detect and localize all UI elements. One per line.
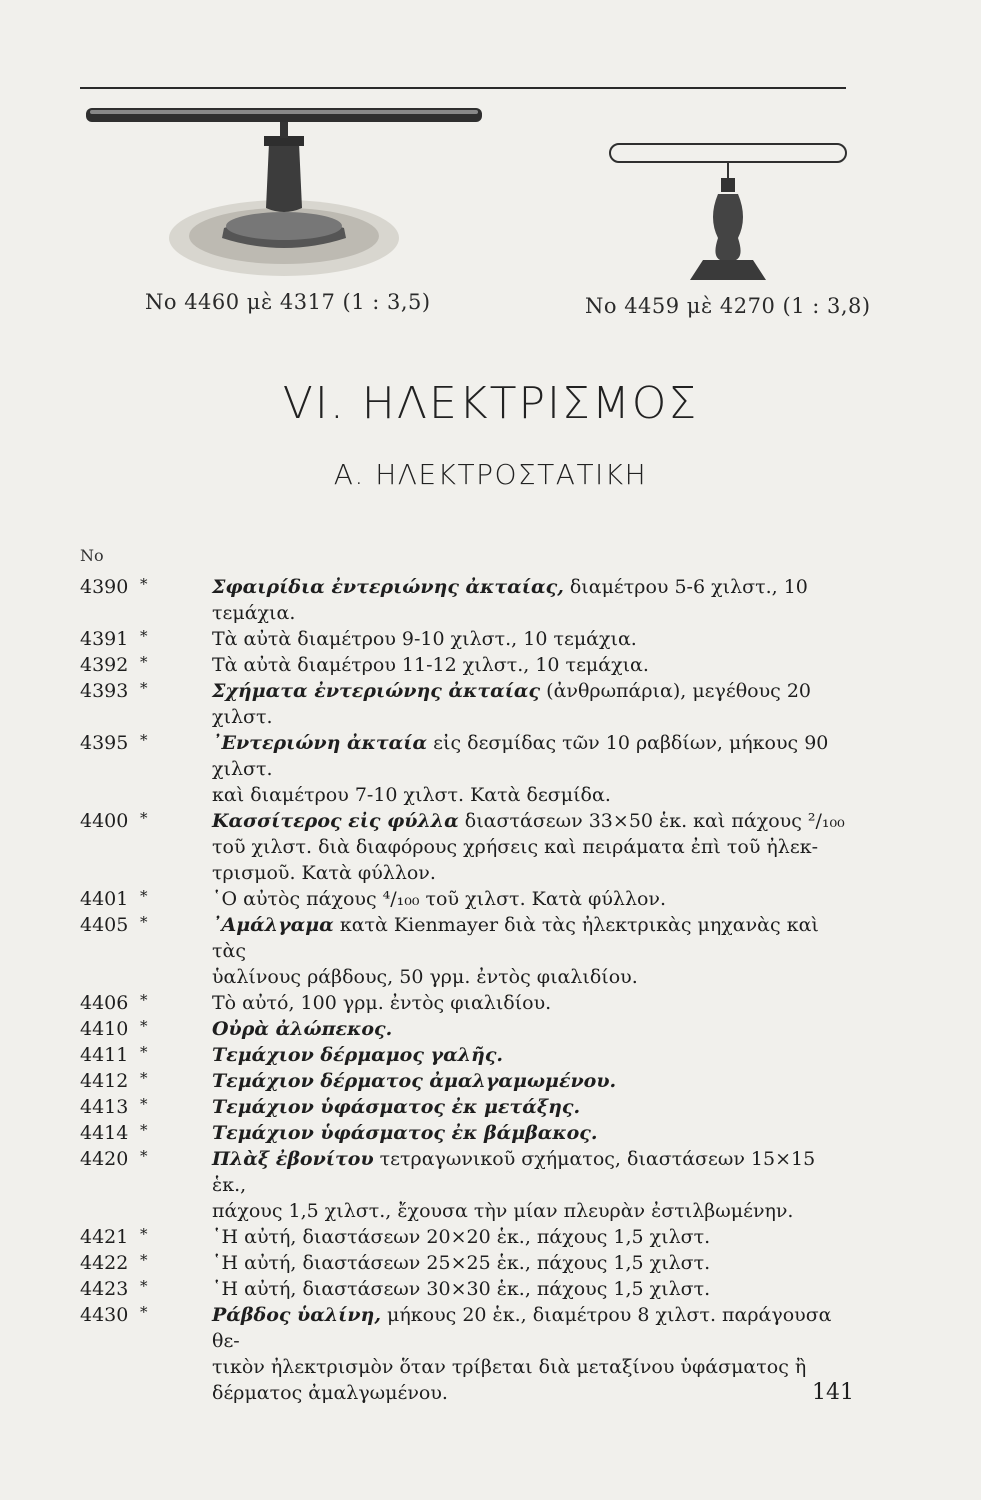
entry-text: ῾Ο αὐτὸς πάχους ⁴/₁₀₀ τοῦ χιλστ. Κατὰ φύλλον. [212, 888, 667, 910]
entry-number: 4422 [80, 1252, 129, 1274]
entry-marker: * [140, 1017, 148, 1035]
entry-marker: * [140, 809, 148, 827]
entry-marker: * [140, 1225, 148, 1243]
list-item [80, 886, 855, 912]
entry-number: 4390 [80, 576, 129, 598]
entry-number: 4392 [80, 654, 129, 676]
entry-number: 4391 [80, 628, 129, 650]
figure-rod-on-small-stand [608, 138, 848, 290]
list-item [80, 1042, 855, 1068]
entry-text: ῾Η αὐτή, διαστάσεων 25×25 ἑκ., πάχους 1,5 χιλστ. [212, 1252, 711, 1274]
section-title: VI. ΗΛΕΚΤΡΙΣΜΟΣ [282, 378, 699, 429]
entry-number: 4414 [80, 1122, 129, 1144]
list-item [80, 574, 855, 626]
entry-name: Πλὰξ ἐβονίτου [212, 1148, 374, 1170]
entry-text: Τὰ αὐτὰ διαμέτρου 11-12 χιλστ., 10 τεμάχια. [212, 654, 649, 676]
list-item [80, 990, 855, 1016]
entry-name: Σχήματα ἐντεριώνης ἀκταίας [212, 680, 541, 702]
entry-text: διαστάσεων 33×50 ἑκ. καὶ πάχους ²/₁₀₀ [458, 810, 845, 832]
entry-marker: * [140, 1147, 148, 1165]
list-item [80, 730, 855, 782]
entry-marker: * [140, 1251, 148, 1269]
entry-marker: * [140, 1277, 148, 1295]
entry-continuation: τοῦ χιλστ. διὰ διαφόρους χρήσεις καὶ πειράματα ἐπὶ τοῦ ἠλεκ-τρισμοῦ. Κατὰ φύλλον. [212, 836, 818, 884]
entry-marker: * [140, 679, 148, 697]
list-item [80, 1016, 855, 1042]
list-item [80, 1120, 855, 1146]
entry-name: ᾿Αμάλγαμα [212, 914, 334, 936]
list-header: Νο [80, 546, 104, 565]
entry-name: Τεμάχιον δέρμαμος γαλῆς. [212, 1044, 504, 1066]
entry-marker: * [140, 991, 148, 1009]
entry-number: 4411 [80, 1044, 129, 1066]
list-item [80, 1068, 855, 1094]
entry-continuation: ὑαλίνους ράβδους, 50 γρμ. ἐντὸς φιαλιδίου. [212, 966, 638, 988]
entry-continuation: τικὸν ἠλεκτρισμὸν ὅταν τρίβεται διὰ μεταξίνου ὑφάσματος ἢ δέρματος ἀμαλγωμένου. [212, 1356, 807, 1404]
entry-list [80, 574, 855, 1406]
list-item [80, 1146, 855, 1198]
list-item [80, 1224, 855, 1250]
entry-name: ᾿Εντεριώνη ἀκταία [212, 732, 428, 754]
entry-number: 4420 [80, 1148, 129, 1170]
entry-text: ῾Η αὐτή, διαστάσεων 20×20 ἑκ., πάχους 1,5 χιλστ. [212, 1226, 711, 1248]
entry-number: 4410 [80, 1018, 129, 1040]
entry-number: 4401 [80, 888, 129, 910]
subsection-title: Α. ΗΛΕΚΤΡΟΣΤΑΤΙΚΗ [333, 458, 648, 491]
entry-marker: * [140, 1095, 148, 1113]
entry-number: 4423 [80, 1278, 129, 1300]
top-rule [80, 87, 846, 89]
entry-text: ῾Η αὐτή, διαστάσεων 30×30 ἑκ., πάχους 1,5 χιλστ. [212, 1278, 711, 1300]
entry-continuation: καὶ διαμέτρου 7-10 χιλστ. Κατὰ δεσμίδα. [212, 784, 611, 806]
entry-text: εἰς δεσμίδας τῶν 10 ραβδίων, μήκους 90 χιλστ. [212, 732, 829, 780]
entry-text: Τὰ αὐτὰ διαμέτρου 9-10 χιλστ., 10 τεμάχια. [212, 628, 637, 650]
entry-text: (ἀνθρωπάρια), μεγέθους 20 χιλστ. [212, 680, 811, 728]
entry-name: Τεμάχιον ὑφάσματος ἐκ μετάξης. [212, 1096, 581, 1118]
list-item [80, 912, 855, 964]
entry-text: διαμέτρου 5-6 χιλστ., 10 τεμάχια. [212, 576, 808, 624]
list-item [80, 1302, 855, 1354]
entry-marker: * [140, 1303, 148, 1321]
entry-marker: * [140, 1043, 148, 1061]
list-item [80, 678, 855, 730]
entry-marker: * [140, 1121, 148, 1139]
entry-name: Σφαιρίδια ἐντεριώνης ἀκταίας, [212, 576, 564, 598]
entry-name: Τεμάχιον ὑφάσματος ἐκ βάμβακος. [212, 1122, 598, 1144]
entry-name: Κασσίτερος εἰς φύλλα [212, 810, 459, 832]
entry-number: 4406 [80, 992, 129, 1014]
entry-continuation: πάχους 1,5 χιλστ., ἔχουσα τὴν μίαν πλευρὰν ἐστιλβωμένην. [212, 1200, 794, 1222]
entry-name: Οὐρὰ ἀλώπεκος. [212, 1018, 393, 1040]
entry-number: 4413 [80, 1096, 129, 1118]
page-number: 141 [812, 1380, 854, 1405]
entry-number: 4395 [80, 732, 129, 754]
list-item [80, 1094, 855, 1120]
figure-caption-1: Νο 4460 μὲ 4317 (1 : 3,5) [145, 290, 431, 314]
entry-number: 4421 [80, 1226, 129, 1248]
entry-text: Τὸ αὐτό, 100 γρμ. ἐντὸς φιαλιδίου. [212, 992, 552, 1014]
list-item [80, 626, 855, 652]
entry-number: 4405 [80, 914, 129, 936]
entry-marker: * [140, 731, 148, 749]
entry-text: κατὰ Kienmayer διὰ τὰς ἠλεκτρικὰς μηχανὰς καὶ τὰς [212, 914, 819, 962]
entry-number: 4400 [80, 810, 129, 832]
list-item [80, 808, 855, 834]
entry-marker: * [140, 575, 148, 593]
figure-caption-2: Νο 4459 μὲ 4270 (1 : 3,8) [585, 294, 871, 318]
list-item [80, 1276, 855, 1302]
entry-marker: * [140, 627, 148, 645]
entry-number: 4393 [80, 680, 129, 702]
entry-text: τετραγωνικοῦ σχήματος, διαστάσεων 15×15 ἑκ., [212, 1148, 816, 1196]
entry-marker: * [140, 913, 148, 931]
entry-name: Ράβδος ὑαλίνη, [212, 1304, 381, 1326]
entry-name: Τεμάχιον δέρματος ἀμαλγαμωμένου. [212, 1070, 617, 1092]
entry-marker: * [140, 887, 148, 905]
list-item [80, 1250, 855, 1276]
entry-text: μήκους 20 ἑκ., διαμέτρου 8 χιλστ. παράγουσα θε- [212, 1304, 832, 1352]
list-item [80, 652, 855, 678]
entry-marker: * [140, 1069, 148, 1087]
entry-marker: * [140, 653, 148, 671]
entry-number: 4430 [80, 1304, 129, 1326]
figure-rod-on-base [84, 98, 484, 288]
entry-number: 4412 [80, 1070, 129, 1092]
